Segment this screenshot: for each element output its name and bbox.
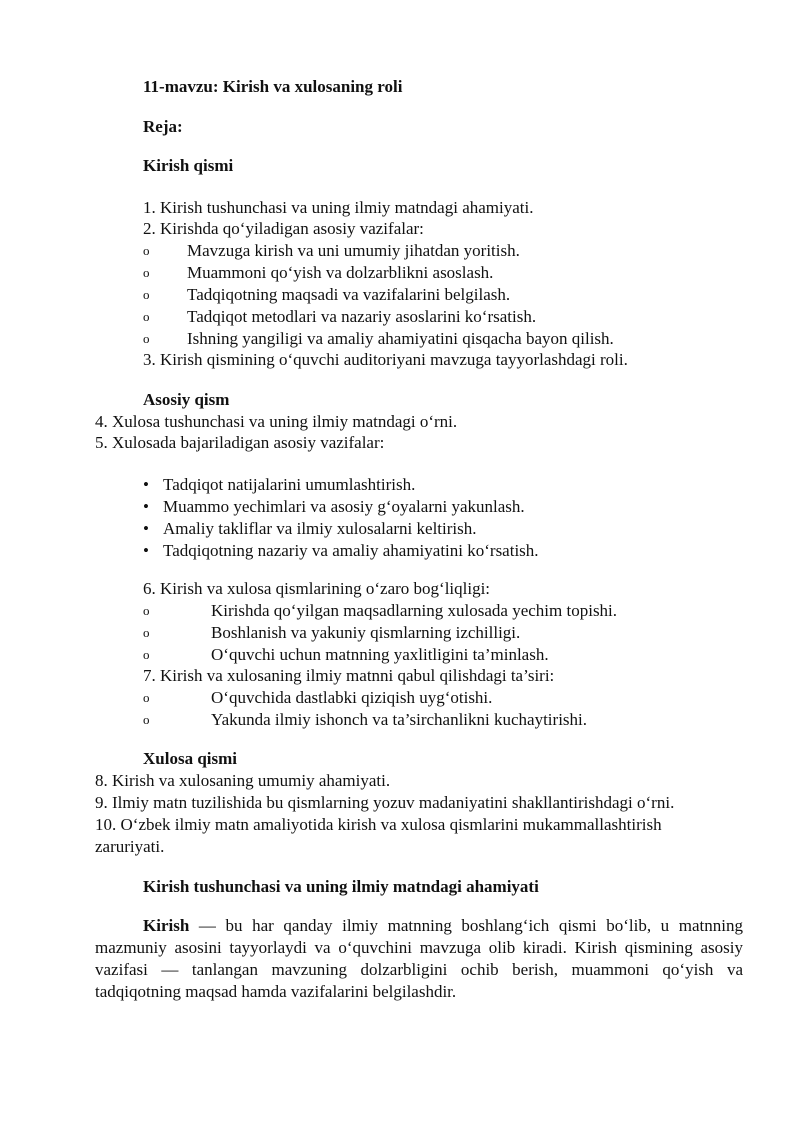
plan-item-2: 2. Kirishda qo‘yiladigan asosiy vazifalar: [143,219,424,238]
plan-label: Reja: [143,117,183,136]
item6-subitem: Boshlanish va yakuniy qismlarning izchilligi. [211,623,521,642]
circle-marker: o [143,712,150,727]
intro-heading: Kirish qismi [143,156,234,175]
circle-marker: o [143,603,150,618]
main-bullet-item: Tadqiqotning nazariy va amaliy ahamiyatini ko‘rsatish. [163,541,539,560]
circle-marker: o [143,690,150,705]
circle-marker: o [143,647,150,662]
bullet-marker: • [143,519,149,538]
bullet-marker: • [143,541,149,560]
circle-marker: o [143,309,150,324]
intro-subitem: Mavzuga kirish va uni umumiy jihatdan yoritish. [187,241,520,260]
main-bullet-item: Muammo yechimlari va asosiy g‘oyalarni yakunlash. [163,497,525,516]
main-bullet-item: Amaliy takliflar va ilmiy xulosalarni keltirish. [163,519,477,538]
plan-item-3: 3. Kirish qismining o‘quvchi auditoriyani mavzuga tayyorlashdagi roli. [143,350,628,369]
plan-item-10: 10. O‘zbek ilmiy matn amaliyotida kirish va xulosa qismlarini mukammallashtirish [95,815,662,834]
conclusion-heading: Xulosa qismi [143,749,237,768]
plan-item-7: 7. Kirish va xulosaning ilmiy matnni qabul qilishdagi ta’siri: [143,666,555,685]
plan-item-4: 4. Xulosa tushunchasi va uning ilmiy matndagi o‘rni. [95,412,458,431]
circle-marker: o [143,331,150,346]
circle-marker: o [143,265,150,280]
plan-item-8: 8. Kirish va xulosaning umumiy ahamiyati. [95,771,391,790]
intro-subitem: Ishning yangiligi va amaliy ahamiyatini qisqacha bayon qilish. [187,329,614,348]
plan-item-10-continued: zaruriyati. [95,837,165,856]
item7-subitem: O‘quvchida dastlabki qiziqish uyg‘otishi. [211,688,493,707]
intro-subitem: Tadqiqot metodlari va nazariy asoslarini ko‘rsatish. [187,307,537,326]
intro-subitem: Tadqiqotning maqsadi va vazifalarini belgilash. [187,285,511,304]
circle-marker: o [143,243,150,258]
bullet-marker: • [143,475,149,494]
item6-subitem: O‘quvchi uchun matnning yaxlitligini ta’minlash. [211,645,549,664]
bullet-marker: • [143,497,149,516]
plan-item-1: 1. Kirish tushunchasi va uning ilmiy matndagi ahamiyati. [143,198,534,217]
intro-subitem: Muammoni qo‘yish va dolzarblikni asoslash. [187,263,494,282]
body-paragraph [95,915,743,1003]
document-title: 11-mavzu: Kirish va xulosaning roli [143,77,403,96]
plan-item-6: 6. Kirish va xulosa qismlarining o‘zaro bog‘liqligi: [143,579,491,598]
body-heading: Kirish tushunchasi va uning ilmiy matndagi ahamiyati [143,877,539,896]
plan-item-9: 9. Ilmiy matn tuzilishida bu qismlarning yozuv madaniyatini shakllantirishdagi o‘rni. [95,793,675,812]
plan-item-5: 5. Xulosada bajariladigan asosiy vazifalar: [95,433,385,452]
item6-subitem: Kirishda qo‘yilgan maqsadlarning xulosada yechim topishi. [211,601,618,620]
body-text: — bu har qanday ilmiy matnning boshlang‘ich qismi bo‘lib, u matnning mazmuniy asosini tayyorlaydi va o‘quvchini mavzuga olib kiradi. Kirish qismining asosiy vazifasi — tanlangan mavzuning dolzarbligini ochib berish, muammoni qo‘yish va tadqiqotning maqsad hamda vazifalarini belgilashdir. [95,916,743,1001]
main-bullet-item: Tadqiqot natijalarini umumlashtirish. [163,475,416,494]
item7-subitem: Yakunda ilmiy ishonch va ta’sirchanlikni kuchaytirishi. [211,710,588,729]
circle-marker: o [143,625,150,640]
main-heading: Asosiy qism [143,390,230,409]
body-term: Kirish [143,916,190,935]
circle-marker: o [143,287,150,302]
